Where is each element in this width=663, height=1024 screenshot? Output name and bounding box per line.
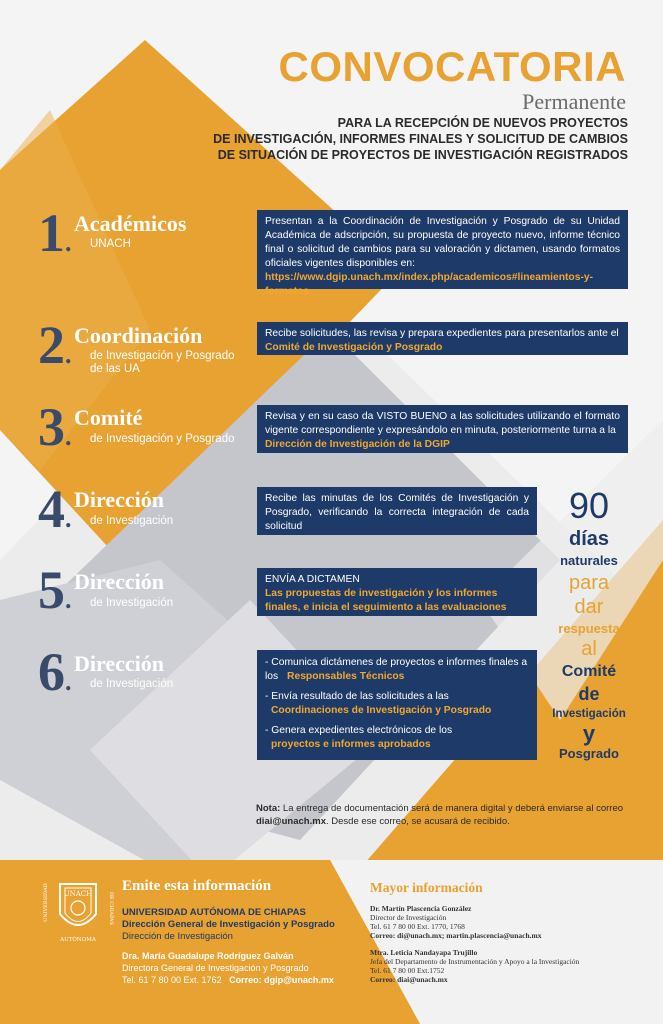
step-5-title: Dirección (74, 569, 165, 594)
contact2-email[interactable]: Correo: diai@unach.mx (370, 975, 448, 984)
step-6-subtitle: de Investigación (90, 678, 174, 690)
step-6-item: - Envía resultado de las solicitudes a las Coordinaciones de Investigación y Posgrado (265, 691, 492, 716)
step-1-title: Académicos (74, 211, 187, 236)
emite-heading: Emite esta información (122, 878, 272, 894)
step-6-box (257, 650, 537, 760)
contact-role: Directora General de Investigación y Posgrado (122, 963, 309, 973)
side-word: Comité (561, 663, 617, 680)
side-word: días (568, 528, 610, 550)
heading-line: DE SITUACIÓN DE PROYECTOS DE INVESTIGACIÓN REGISTRADOS (217, 148, 628, 162)
step-2-subtitle: de Investigación y Posgrado de las UA (90, 350, 235, 375)
step-5-subtitle: de Investigación (90, 597, 174, 609)
side-word: y (582, 721, 596, 746)
contact1-name: Dr. Martín Plascencia González (370, 904, 472, 913)
mayor-info-heading: Mayor información (370, 880, 483, 895)
step-2-number: 2. (38, 315, 72, 375)
heading-line: PARA LA RECEPCIÓN DE NUEVOS PROYECTOS (337, 116, 628, 130)
step-3-text: Revisa y en su caso da VISTO BUENO a las solicitudes utilizando el formato vigente correspondiente y expresándolo en minuta, posteriormente turna a la (265, 411, 620, 436)
step-2-text: Recibe solicitudes, las revisa y prepara expedientes para presentarlos ante el (265, 328, 619, 339)
step-6-title: Dirección (74, 651, 165, 676)
contact1-email[interactable]: Correo: di@unach.mx; martin.plascencia@unach.mx (370, 931, 542, 940)
org-name: UNIVERSIDAD AUTÓNOMA DE CHIAPAS (122, 907, 306, 918)
side-word: dar (574, 596, 604, 618)
heading-line: DE INVESTIGACIÓN, INFORMES FINALES Y SOLICITUD DE CAMBIOS (213, 132, 628, 146)
step-4-title: Dirección (74, 487, 165, 512)
step-2-link: Comité de Investigación y Posgrado (265, 342, 443, 353)
org-sub: Dirección de Investigación (122, 931, 233, 942)
step-1-text: Presentan a la Coordinación de Investigación y Posgrado de su Unidad Académica de adscripción, su propuesta de proyecto nuevo, informe técnico final o solicitud de cambios para su valoración y dictamen, usando formatos oficiales vigentes disponibles en: (265, 216, 620, 269)
step-4-text: Recibe las minutas de los Comités de Investigación y Posgrado, verificando la correcta integración de cada solicitud (265, 493, 529, 532)
page-heading (200, 115, 628, 163)
contact-email[interactable]: Correo: dgip@unach.mx (229, 975, 334, 985)
step-6-item: - Comunica dictámenes de proyectos e informes finales a los Responsables Técnicos (265, 657, 528, 682)
step-6-number: 6. (38, 642, 72, 702)
step-3-subtitle: de Investigación y Posgrado (90, 433, 235, 445)
step-6-item: - Genera expedientes electrónicos de los proyectos e informes aprobados (265, 725, 453, 750)
note-text: Nota: La entrega de documentación será de manera digital y deberá enviarse al correo diai@unach.mx. Desde ese correo, se acusará de recibido. (256, 803, 624, 827)
side-word: de (578, 684, 600, 704)
step-1-number: 1. (38, 203, 72, 263)
step-2-box (257, 322, 628, 355)
contact2-role: Jefa del Departamento de Instrumentación y Apoyo a la Investigación (370, 957, 580, 966)
step-4-subtitle: de Investigación (90, 515, 174, 527)
svg-text:UNACH: UNACH (63, 890, 93, 898)
contact2-tel: Tel. 61 7 80 00 Ext.1752 (370, 966, 445, 975)
step-5-box (257, 568, 537, 616)
side-word: al (581, 638, 597, 660)
side-word: naturales (560, 553, 618, 568)
step-5-number: 5. (38, 560, 72, 620)
step-5-link: Las propuestas de investigación y los informes finales, e inicia el seguimiento a las evaluaciones (265, 588, 507, 613)
step-4-box (257, 487, 537, 535)
org-dept: Dirección General de Investigación y Posgrado (122, 919, 335, 930)
contact-tel: Tel. 61 7 80 00 Ext. 1762 Correo: dgip@unach.mx (122, 975, 334, 985)
university-logo (40, 878, 116, 944)
contact2-name: Mtra. Leticia Nandayapa Trujillo (370, 948, 478, 957)
contact-person: Dra. María Guadalupe Rodríguez Galván (122, 951, 294, 961)
step-1-link[interactable]: https://www.dgip.unach.mx/index.php/academicos#lineamientos-y-formatos (265, 272, 594, 297)
svg-text:DE CHIAPAS: DE CHIAPAS (108, 892, 114, 925)
step-3-number: 3. (38, 397, 72, 457)
step-3-box (257, 405, 628, 453)
note-email[interactable]: diai@unach.mx (256, 816, 326, 827)
step-3-link: Dirección de Investigación de la DGIP (265, 439, 450, 450)
side-word: respuesta (558, 621, 620, 636)
svg-text:AUTÓNOMA: AUTÓNOMA (60, 937, 96, 943)
side-word: Investigación (552, 708, 626, 720)
side-days-number: 90 (568, 485, 610, 526)
contact1-role: Director de Investigación (370, 913, 447, 922)
svg-text:UNIVERSIDAD: UNIVERSIDAD (43, 883, 49, 922)
step-5-text: ENVÍA A DICTAMEN (265, 574, 360, 585)
contact1-tel: Tel. 61 7 80 00 Ext. 1770, 1768 (370, 922, 465, 931)
page-subtitle: Permanente (522, 89, 626, 114)
side-word: Posgrado (559, 746, 619, 761)
step-4-number: 4. (38, 479, 72, 539)
page-title: CONVOCATORIA (278, 43, 626, 90)
step-1-subtitle: UNACH (90, 238, 131, 250)
step-1-box (257, 210, 628, 297)
side-word: para (568, 572, 610, 594)
step-2-title: Coordinación (74, 323, 203, 348)
step-3-title: Comité (74, 405, 143, 430)
